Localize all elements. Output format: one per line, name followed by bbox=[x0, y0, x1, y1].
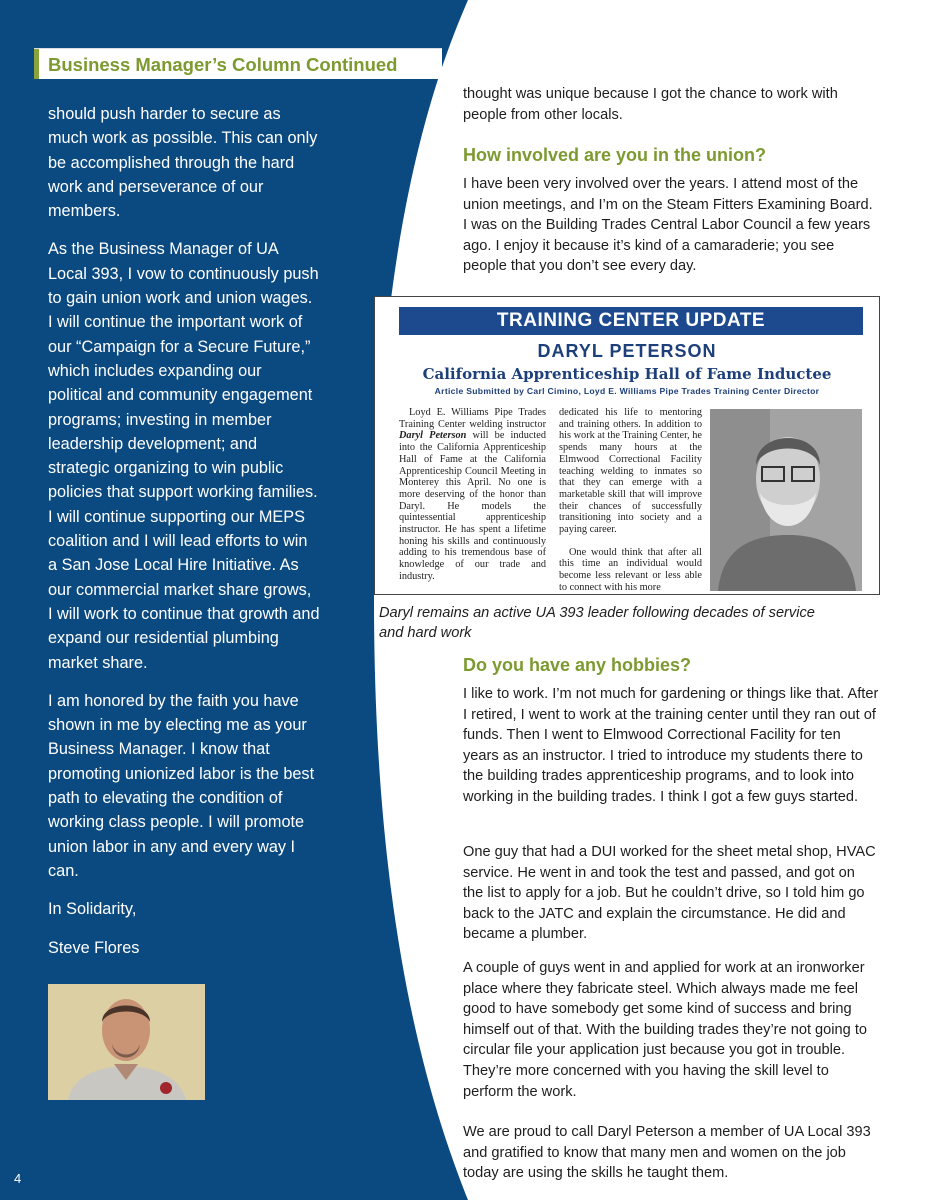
paragraph: One guy that had a DUI worked for the sheet metal shop, HVAC service. He went in and took the test and passed, and got on the list to apply for a job. But he couldn’t drive, so I told him go back to the JATC and explain the circumstance. He did and became a plumber. bbox=[463, 844, 876, 943]
paragraph: I have been very involved over the years. I attend most of the union meetings, and I’m on the Steam Fitters Examining Board. I was on the Building Trades Central Labor Council a few years ago. I enjoy it because it’s kind of a camaraderie; you see people that you don’t see every day. bbox=[463, 176, 873, 275]
answer bbox=[463, 842, 879, 945]
page-number: 4 bbox=[14, 1171, 22, 1186]
paragraph: As the Business Manager of UA Local 393, I vow to continuously push to gain union work and union wages. I will continue the important work of our “Campaign for a Secure Future,” which includes expanding our political and community engagement programs; investing in member leadership development; and strategic organizing to win public policies that support working families. I will continue supporting our MEPS coalition and I will lead efforts to win a San Jose Local Hire Initiative. As our commercial market share grows, I will work to continue that growth and expand our residential plumbing market share. bbox=[48, 240, 320, 672]
answer bbox=[463, 958, 879, 1102]
signature: Steve Flores bbox=[48, 938, 140, 957]
closing-statement bbox=[463, 1122, 879, 1184]
business-manager-photo bbox=[48, 984, 205, 1100]
photo-caption: Daryl remains an active UA 393 leader following decades of service and hard work bbox=[379, 605, 815, 641]
clipping-name-emphasis: Daryl Peterson bbox=[399, 430, 467, 442]
clipping-subtitle: California Apprenticeship Hall of Fame Inductee bbox=[422, 365, 832, 383]
clipping-text: dedicated his life to mentoring and training others. In addition to his work at the Training Center, he spends many hours at the Elmwood Correctional Facility teaching welding to inmates so that they can emerge with a marketable skill that will improve their chances of successfully transitioning into society and a paying career. bbox=[559, 407, 702, 536]
clipping-text: will be inducted into the California Apprenticeship Hall of Fame at the California Apprenticeship Council Meeting in Monterey this April. No one is more deserving of the honor than Daryl. He models the quintessential apprenticeship instructor. He has spent a lifetime honing his skills and continuously adding to his tremendous base of knowledge of our trade and industry. bbox=[399, 430, 546, 582]
clipping-column-1 bbox=[399, 407, 546, 583]
clipping-headline: DARYL PETERSON bbox=[537, 341, 717, 361]
answer bbox=[463, 174, 879, 277]
newspaper-clipping bbox=[374, 296, 880, 595]
closing: In Solidarity, bbox=[48, 900, 137, 919]
paragraph: I like to work. I’m not much for gardening or things like that. After I retired, I went to work at the training center until they ran out of funds. Then I went to Elmwood Correctional Facility for ten years as an instructor. I tried to introduce my students there to the building trades apprenticeship programs, and to look into working in the building trades. I think I got a few guys started. bbox=[463, 686, 879, 805]
paragraph: I am honored by the faith you have shown in me by electing me as your Business Manager. I know that promoting unionized labor is the best path to elevating the condition of working class people. I will promote union labor in any and every way I can. bbox=[48, 691, 315, 880]
interview-intro bbox=[463, 84, 879, 125]
column-header-bar bbox=[34, 48, 442, 79]
answer bbox=[463, 684, 879, 808]
business-manager-column bbox=[48, 102, 320, 974]
clipping-portrait-photo bbox=[710, 409, 862, 591]
question-heading: Do you have any hobbies? bbox=[463, 655, 692, 675]
clipping-banner: TRAINING CENTER UPDATE bbox=[399, 307, 863, 335]
clipping-credit: Article Submitted by Carl Cimino, Loyd E. Williams Pipe Trades Training Center Director bbox=[434, 386, 820, 396]
header-accent bbox=[34, 49, 39, 79]
paragraph: A couple of guys went in and applied for work at an ironworker place where they fabricate steel. Which always made me feel good to have somebody get some kind of success and bring himself out of that. With the building trades they’re not going to circular file your application just because you got in trouble. They’re more concerned with you having the skill level to perform the work. bbox=[463, 960, 867, 1100]
column-title: Business Manager’s Column Continued bbox=[48, 54, 398, 75]
paragraph: should push harder to secure as much work as possible. This can only be accomplished through the hard work and perseverance of our members. bbox=[48, 105, 318, 221]
clipping-column-2 bbox=[559, 407, 702, 594]
clipping-text: Loyd E. Williams Pipe Trades Training Center welding instructor bbox=[399, 407, 546, 430]
paragraph: thought was unique because I got the chance to work with people from other locals. bbox=[463, 86, 838, 123]
paragraph: We are proud to call Daryl Peterson a member of UA Local 393 and gratified to know that many men and women on the job today are using the skills he taught them. bbox=[463, 1124, 871, 1182]
clipping-text: One would think that after all this time an individual would become less relevant or less able to connect with his more bbox=[559, 546, 702, 593]
question-heading: How involved are you in the union? bbox=[463, 145, 767, 165]
